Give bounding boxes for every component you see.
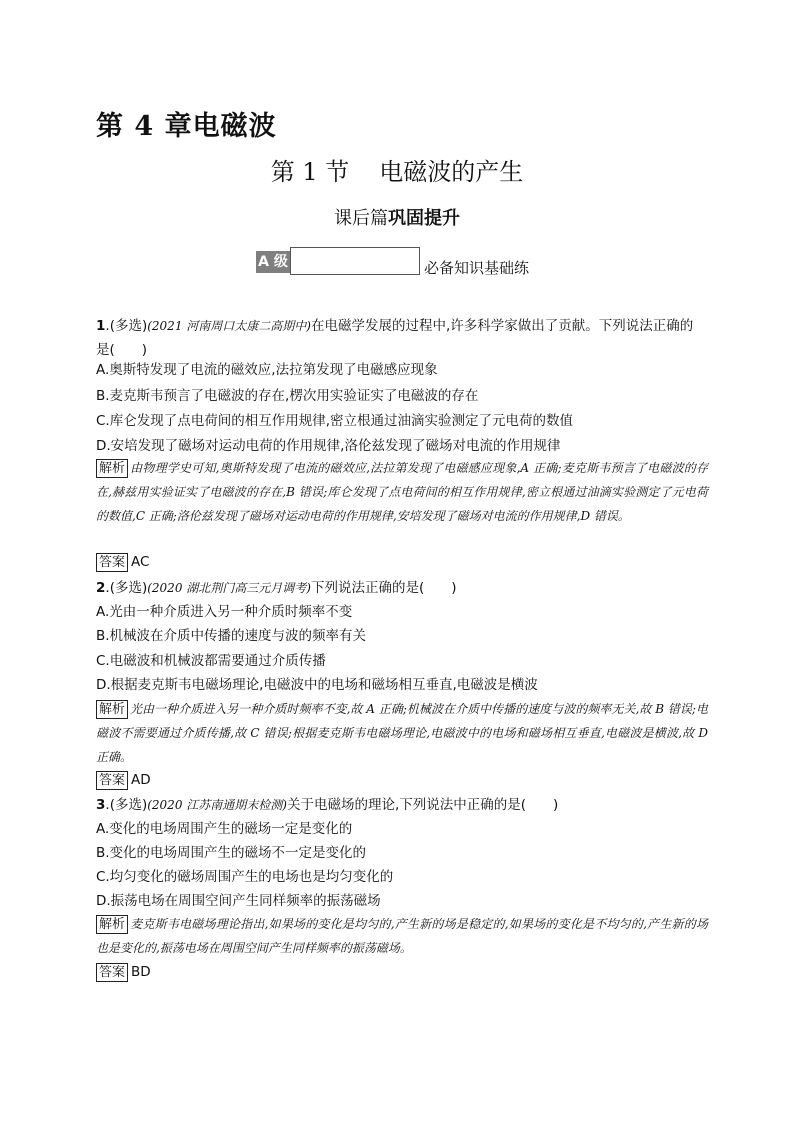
section-title: 电磁波的产生 bbox=[379, 158, 524, 186]
question-type: .(多选) bbox=[105, 797, 148, 813]
question-type: .(多选) bbox=[105, 318, 148, 334]
option: C.库仑发现了点电荷间的相互作用规律,密立根通过油滴实验测定了元电荷的数值 bbox=[96, 413, 574, 429]
analysis-text: 光由一种介质进入另一种介质时频率不变,故 A 正确;机械波在介质中传播的速度与波的频率无关,故 B 错误;电磁波不需要通过介质传播,故 C 错误;根据麦克斯韦电磁场理论,电磁波中的电场和磁场相互垂直,电磁波是横波,故 D 正确。 bbox=[96, 702, 708, 764]
answer-value: AC bbox=[131, 554, 150, 570]
answer-tag: 答案 bbox=[96, 553, 128, 572]
question-stem bbox=[96, 576, 706, 600]
question-type: .(多选) bbox=[105, 580, 148, 596]
subtitle-prefix: 课后篇 bbox=[334, 208, 388, 229]
analysis-text: 麦克斯韦电磁场理论指出,如果场的变化是均匀的,产生新的场是稳定的,如果场的变化是不均匀的,产生新的场也是变化的,振荡电场在周围空间产生同样频率的振荡磁场。 bbox=[96, 917, 708, 955]
analysis-tag: 解析 bbox=[96, 700, 128, 719]
section-heading bbox=[0, 152, 794, 187]
option: D.振荡电场在周围空间产生同样频率的振荡磁场 bbox=[96, 893, 381, 909]
answer-value: AD bbox=[131, 772, 151, 788]
answer-tag: 答案 bbox=[96, 963, 128, 982]
question-text: 在电磁学发展的过程中,许多科学家做出了贡献。下列说法正确的是( ) bbox=[96, 318, 694, 358]
analysis-text: 由物理学史可知,奥斯特发现了电流的磁效应,法拉第发现了电磁感应现象,A 正确;麦克斯韦预言了电磁波的存在,赫兹用实验证实了电磁波的存在,B 错误;库仑发现了点电荷间的相互作用规律,密立根通过油滴实验测定了元电荷的数值,C 正确;洛伦兹发现了磁场对运动电荷的作用规律,安培发现了磁场对电流的作用规律,D 错误。 bbox=[96, 461, 708, 523]
answer-tag: 答案 bbox=[96, 771, 128, 790]
answer bbox=[96, 768, 151, 792]
analysis bbox=[96, 912, 708, 960]
chapter-title: 第 4 章电磁波 bbox=[96, 111, 277, 142]
analysis bbox=[96, 456, 708, 528]
option: A.光由一种介质进入另一种介质时频率不变 bbox=[96, 604, 353, 620]
level-badge: A 级 bbox=[256, 251, 290, 273]
analysis bbox=[96, 697, 708, 769]
question-number: 1 bbox=[96, 318, 106, 334]
question-text: 关于电磁场的理论,下列说法中正确的是( ) bbox=[286, 797, 559, 813]
answer-value: BD bbox=[131, 964, 151, 980]
level-box bbox=[290, 247, 420, 275]
analysis-tag: 解析 bbox=[96, 915, 128, 934]
option: A.奥斯特发现了电流的磁效应,法拉第发现了电磁感应现象 bbox=[96, 362, 438, 378]
question-number: 3 bbox=[96, 797, 106, 813]
section-number: 第 1 节 bbox=[270, 158, 350, 186]
option: D.安培发现了磁场对运动电荷的作用规律,洛伦兹发现了磁场对电流的作用规律 bbox=[96, 438, 561, 454]
option: B.变化的电场周围产生的磁场不一定是变化的 bbox=[96, 845, 367, 861]
level-label: 必备知识基础练 bbox=[424, 259, 530, 277]
option: C.均匀变化的磁场周围产生的电场也是均匀变化的 bbox=[96, 869, 394, 885]
option: A.变化的电场周围产生的磁场一定是变化的 bbox=[96, 821, 353, 837]
question-source: (2020 江苏南通期末检测) bbox=[147, 798, 287, 812]
question-text: 下列说法正确的是( ) bbox=[310, 580, 457, 596]
option: B.机械波在介质中传播的速度与波的频率有关 bbox=[96, 628, 367, 644]
answer bbox=[96, 550, 149, 574]
question-source: (2020 湖北荆门高三元月调考) bbox=[147, 581, 311, 595]
option: D.根据麦克斯韦电磁场理论,电磁波中的电场和磁场相互垂直,电磁波是横波 bbox=[96, 677, 538, 693]
analysis-tag: 解析 bbox=[96, 459, 128, 478]
answer bbox=[96, 960, 151, 984]
question-stem bbox=[96, 314, 706, 362]
option: C.电磁波和机械波都需要通过介质传播 bbox=[96, 653, 326, 669]
subtitle bbox=[0, 204, 794, 230]
question-number: 2 bbox=[96, 580, 106, 596]
question-stem bbox=[96, 793, 706, 817]
option: B.麦克斯韦预言了电磁波的存在,楞次用实验证实了电磁波的存在 bbox=[96, 388, 479, 404]
subtitle-bold: 巩固提升 bbox=[388, 208, 460, 229]
question-source: (2021 河南周口太康二高期中) bbox=[147, 319, 311, 333]
